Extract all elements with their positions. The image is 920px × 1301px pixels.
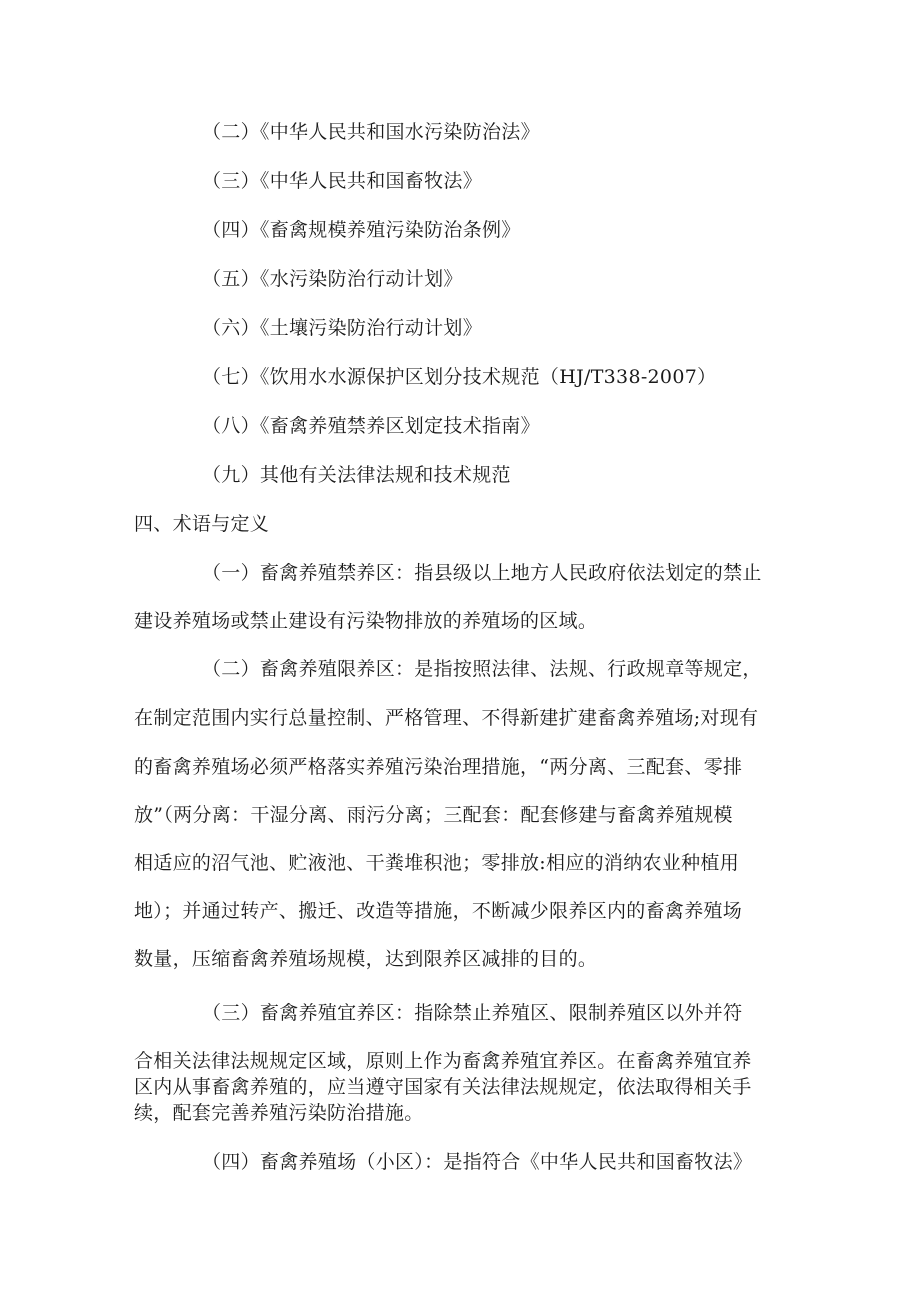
- definition-2-line-7: 数量，压缩畜禽养殖场规模，达到限养区减排的目的。: [134, 948, 598, 970]
- list-item-9: （九）其他有关法律法规和技术规范: [202, 464, 511, 486]
- definition-3-line-3: 区内从事畜禽养殖的，应当遵守国家有关法律法规规定，依法取得相关手: [134, 1076, 752, 1098]
- list-item-8: （八）《畜禽养殖禁养区划定技术指南》: [202, 415, 540, 437]
- definition-3-line-1: （三）畜禽养殖宜养区：指除禁止养殖区、限制养殖区以外并符: [202, 1002, 743, 1024]
- definition-2-line-2: 在制定范围内实行总量控制、严格管理、不得新建扩建畜禽养殖场;对现有: [134, 707, 759, 729]
- section-heading: 四、术语与定义: [134, 513, 270, 535]
- list-item-3: （三）《中华人民共和国畜牧法》: [202, 170, 483, 192]
- definition-1-line-1: （一）畜禽养殖禁养区：指县级以上地方人民政府依法划定的禁止: [202, 562, 762, 584]
- definition-2-line-3: 的畜禽养殖场必须严格落实养殖污染治理措施，“两分离、三配套、零排: [134, 756, 743, 778]
- definition-1-line-2: 建设养殖场或禁止建设有污染物排放的养殖场的区域。: [134, 610, 598, 632]
- list-item-5: （五）《水污染防治行动计划》: [202, 268, 463, 290]
- definition-2-line-1: （二）畜禽养殖限养区：是指按照法律、法规、行政规章等规定，: [202, 658, 762, 680]
- definition-2-line-5: 相适应的沼气池、贮液池、干粪堆积池；零排放:相应的消纳农业种植用: [134, 852, 740, 874]
- definition-2-line-6: 地）；并通过转产、搬迁、改造等措施，不断减少限养区内的畜禽养殖场: [134, 900, 743, 922]
- list-item-2: （二）《中华人民共和国水污染防治法》: [202, 121, 540, 143]
- definition-2-line-4: 放”（两分离：干湿分离、雨污分离；三配套：配套修建与畜禽养殖规模: [134, 804, 733, 826]
- definition-3-line-4: 续，配套完善养殖污染防治措施。: [134, 1102, 424, 1124]
- list-item-6: （六）《土壤污染防治行动计划》: [202, 317, 483, 339]
- definition-3-line-2: 合相关法律法规规定区域，原则上作为畜禽养殖宜养区。在畜禽养殖宜养: [134, 1050, 752, 1072]
- definition-4-line-1: （四）畜禽养殖场（小区）：是指符合《中华人民共和国畜牧法》: [202, 1151, 753, 1173]
- list-item-4: （四）《畜禽规模养殖污染防治条例》: [202, 219, 521, 241]
- list-item-7: （七）《饮用水水源保护区划分技术规范（HJ/T338-2007）: [202, 366, 717, 388]
